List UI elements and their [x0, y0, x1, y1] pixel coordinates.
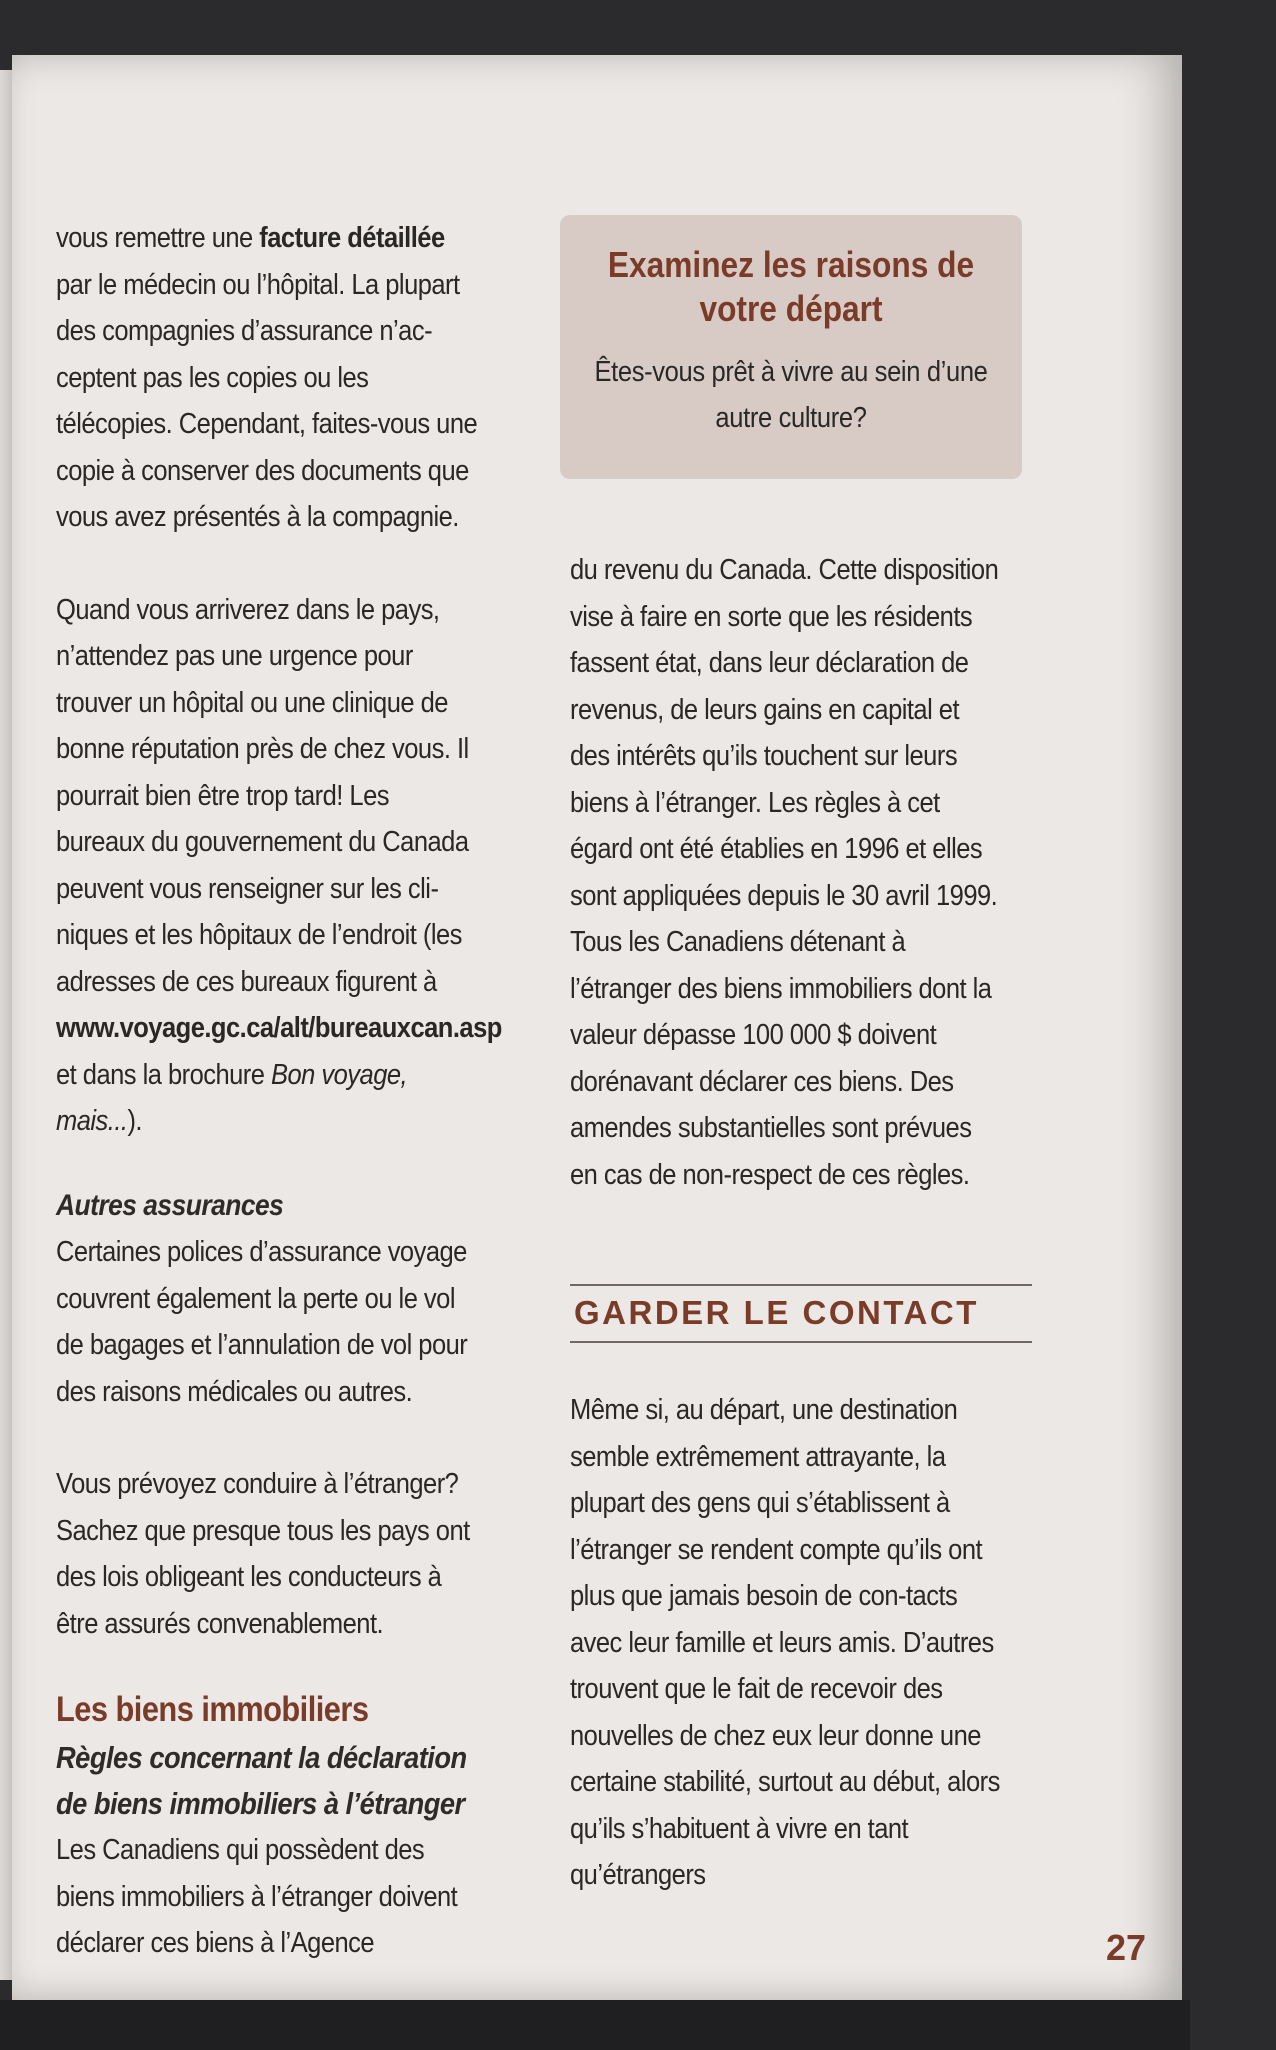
paragraph-invoice-rest: par le médecin ou l’hôpital. La plupart des compagnies d’assurance n’ac-ceptent pas les copies ou les télécopies. Cependant, faites-vous une copie à conserver des documents que vous avez présentés à la compagnie.	[56, 268, 478, 533]
brochure-page	[12, 55, 1182, 2005]
heading-other-insurance: Autres assurances	[56, 1188, 284, 1222]
callout-body: Êtes-vous prêt à vivre au sein d’une autre culture?	[594, 356, 988, 434]
embassy-offices-link[interactable]: www.voyage.gc.ca/alt/bureauxcan.asp	[56, 1012, 502, 1044]
section-title-keep-in-touch: GARDER LE CONTACT	[574, 1294, 979, 1331]
invoice-emphasis: facture détaillée	[259, 222, 445, 254]
background-shadow	[0, 2000, 1190, 2050]
paragraph-revenue-agency: du revenu du Canada. Cette disposition vise à faire en sorte que les résidents fassent état, dans leur déclaration de revenus, de leurs gains en capital et des intérêts qu’ils touchent sur leurs biens à l’étranger. Les règles à cet égard ont été établies en 1996 et elles sont appliquées depuis le 30 avril 1999. Tous les Canadiens détenant à l’étranger des biens immobiliers dont la valeur dépasse 100 000 $ doivent dorénavant déclarer ces biens. Des amendes substantielles sont prévues en cas de non-respect de ces règles.	[570, 554, 999, 1191]
paragraph-keep-in-touch: Même si, au départ, une destination semble extrêmement attrayante, la plupart des gens qui s’établissent à l’étranger se rendent compte qu’ils ont plus que jamais besoin de con-tacts avec leur famille et leurs amis. D’autres trouvent que le fait de recevoir des nouvelles de chez eux leur donne une certaine stabilité, surtout au début, alors qu’ils s’habituent à vivre en tant qu’étrangers	[570, 1394, 1000, 1891]
paragraph-hospital	[56, 587, 502, 1145]
paragraph-invoice-lead: vous remettre une	[56, 222, 260, 254]
paragraph-other-insurance: Certaines polices d’assurance voyage couvrent également la perte ou le vol de bagages et l’annulation de vol pour des raisons médicales ou autres.	[56, 1236, 468, 1408]
brochure-title: Bon voyage, mais...	[56, 1058, 408, 1137]
callout-title: Examinez les raisons de votre départ	[607, 244, 975, 329]
subheading-real-estate-rules: Règles concernant la déclaration de biens immobiliers à l’étranger	[56, 1740, 467, 1821]
paragraph-hospital-tail: et dans la brochure	[56, 1058, 272, 1091]
right-column-bottom	[570, 1387, 1001, 1899]
left-column	[56, 215, 502, 1967]
section-bar-keep-in-touch	[570, 1284, 1032, 1343]
paragraph-hospital-text: Quand vous arriverez dans le pays, n’attendez pas une urgence pour trouver un hôpital ou une clinique de bonne réputation près de chez vous. Il pourrait bien être trop tard! Les bureaux du gouvernement du Canada peuvent vous renseigner sur les cli-niques et les hôpitaux de l’endroit (les adresses de ces bureaux figurent à	[56, 593, 469, 998]
page-number: 27	[1106, 1927, 1147, 1968]
heading-real-estate: Les biens immobiliers	[56, 1690, 369, 1729]
paragraph-hospital-end: ).	[127, 1105, 142, 1137]
paragraph-driving: Vous prévoyez conduire à l’étranger? Sachez que presque tous les pays ont des lois obligeant les conducteurs à être assurés convenablement.	[56, 1468, 470, 1640]
paragraph-invoice	[56, 215, 478, 541]
right-column-top	[570, 547, 1001, 1198]
callout-box	[560, 215, 1022, 479]
paragraph-real-estate: Les Canadiens qui possèdent des biens immobiliers à l’étranger doivent déclarer ces biens à l’Agence	[56, 1834, 458, 1959]
